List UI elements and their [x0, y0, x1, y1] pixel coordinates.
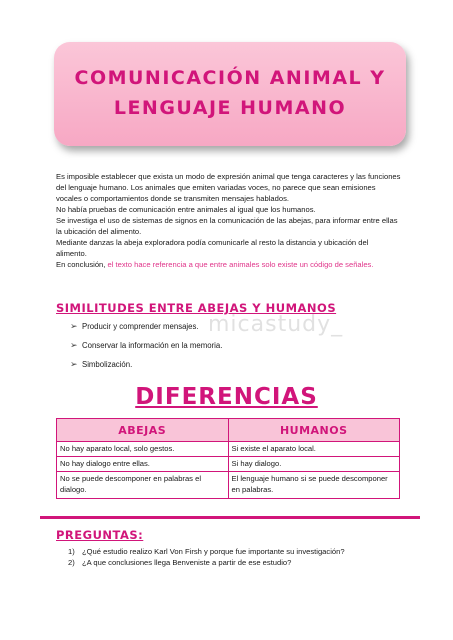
table-cell: El lenguaje humano si se puede descomponer en palabras. [228, 472, 400, 499]
conclusion-paragraph [56, 259, 401, 270]
table-row [57, 457, 400, 472]
table-cell: Si existe el aparato local. [228, 442, 400, 457]
column-header-humanos: HUMANOS [228, 419, 400, 442]
title-box [54, 42, 406, 146]
table-header-row [57, 419, 400, 442]
question-item [68, 546, 408, 557]
table-row [57, 472, 400, 499]
intro-paragraph: Mediante danzas la abeja exploradora podía comunicarle al resto la distancia y ubicación del alimento. [56, 238, 369, 258]
table-cell: No se puede descomponer en palabras el dialogo. [57, 472, 229, 499]
conclusion-highlight: el texto hace referencia a que entre animales solo existe un código de señales. [107, 260, 374, 269]
column-header-abejas: ABEJAS [57, 419, 229, 442]
list-item [70, 321, 370, 340]
watermark: micastudy_ [208, 312, 344, 337]
list-item [70, 340, 370, 359]
table-row [57, 442, 400, 457]
intro-text [56, 171, 401, 270]
question-item [68, 557, 408, 568]
list-item-text: Producir y comprender mensajes. [82, 322, 199, 331]
diferencias-table [56, 418, 400, 499]
list-item-text: Simbolización. [82, 360, 133, 369]
question-number: 2) [68, 558, 75, 567]
preguntas-list [68, 546, 408, 568]
question-number: 1) [68, 547, 75, 556]
arrow-bullet-icon: ➢ [70, 340, 78, 350]
diferencias-heading: DIFERENCIAS [135, 384, 318, 410]
question-text: ¿A que conclusiones llega Benveniste a partir de ese estudio? [82, 558, 292, 567]
table-cell: No hay dialogo entre ellas. [57, 457, 229, 472]
table-cell: Si hay dialogo. [228, 457, 400, 472]
arrow-bullet-icon: ➢ [70, 359, 78, 369]
table-cell: No hay aparato local, solo gestos. [57, 442, 229, 457]
question-text: ¿Qué estudio realizo Karl Von Firsh y porque fue importante su investigación? [82, 547, 345, 556]
similitudes-list [70, 321, 370, 378]
section-divider [40, 516, 420, 519]
intro-paragraph: Es imposible establecer que exista un modo de expresión animal que tenga caracteres y las funciones del lenguaje humano. Los animales que emiten variadas voces, no parece que sean emisiones vocales o comportamientos donde se transmiten mensajes hablados. [56, 172, 401, 203]
list-item [70, 359, 370, 378]
title-line-2: LENGUAJE HUMANO [113, 97, 347, 119]
intro-paragraph: Se investiga el uso de sistemas de signos en la comunicación de las abejas, para informar entre ellas la ubicación del alimento. [56, 216, 398, 236]
preguntas-heading: PREGUNTAS: [56, 528, 144, 542]
title-line-1: COMUNICACIÓN ANIMAL Y [74, 67, 386, 89]
list-item-text: Conservar la información en la memoria. [82, 341, 223, 350]
intro-paragraph: No había pruebas de comunicación entre animales al igual que los humanos. [56, 205, 316, 214]
arrow-bullet-icon: ➢ [70, 321, 78, 331]
similitudes-heading: SIMILITUDES ENTRE ABEJAS Y HUMANOS [56, 301, 337, 315]
conclusion-prefix: En conclusión, [56, 260, 106, 269]
